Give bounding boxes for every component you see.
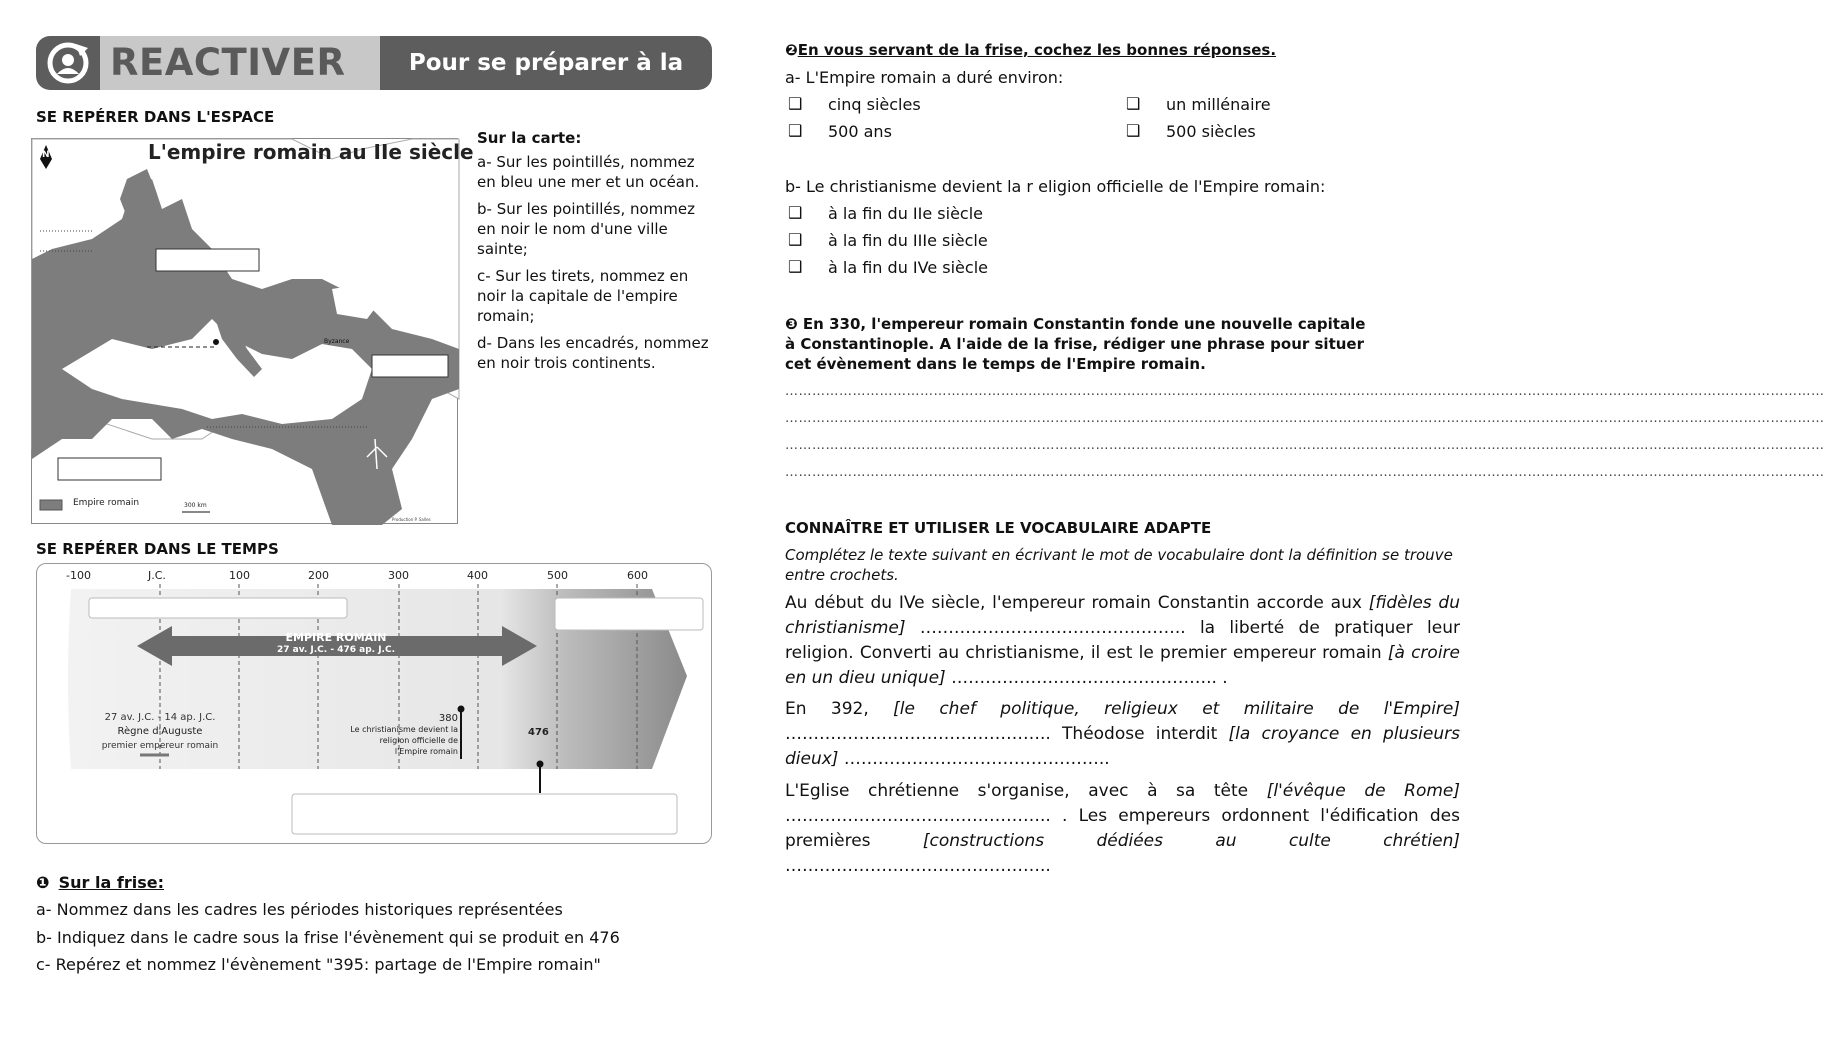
map-legend-label: Empire romain (73, 498, 140, 508)
vocab-paragraph-1 (785, 591, 1460, 691)
q2-title-text: En vous servant de la frise, cochez les bonnes réponses. (797, 41, 1277, 59)
checkbox[interactable]: ❑ (1126, 121, 1141, 140)
q1-number: ❶ (36, 873, 50, 892)
q2-title (785, 40, 1276, 59)
para-blank[interactable]: ……………………………………….. (785, 856, 1051, 876)
tick-label: J.C. (148, 569, 166, 582)
checkbox[interactable]: ❑ (788, 94, 803, 113)
para-definition: [à croire en un dieu unique] (785, 643, 1460, 688)
para-blank[interactable]: ……………………………………….. . (945, 668, 1228, 688)
auguste-reign: Règne d'Auguste (117, 726, 203, 737)
para-definition: [constructions dédiées au culte chrétien] (922, 831, 1460, 851)
empire-arrow-label (236, 632, 436, 656)
event-380-line3: l'Empire romain (394, 747, 458, 756)
north-arrow-icon: N (42, 150, 50, 160)
vocab-paragraph-2 (785, 697, 1460, 772)
tick-label: 600 (627, 569, 648, 582)
map-instructions-title: Sur la carte: (477, 129, 582, 147)
checkbox[interactable]: ❑ (788, 257, 803, 276)
auguste-block (90, 711, 230, 753)
answer-line[interactable]: …………………………………………………………………………………………………………………………………………………………………………………………………………… (785, 438, 1825, 453)
vocab-instruction: Complétez le texte suivant en écrivant le mot de vocabulaire dont la définition se trouve entre crochets. (785, 546, 1453, 584)
tick-label: 500 (547, 569, 568, 582)
checkbox[interactable]: ❑ (788, 203, 803, 222)
para-text: Au début du IVe siècle, l'empereur romain Constantin accorde aux (785, 593, 1369, 613)
reactivate-logo-icon (36, 36, 100, 90)
para-definition: [le chef politique, religieux et militaire de l'Empire] (893, 699, 1460, 719)
q2-b-option: à la fin du IIe siècle (828, 204, 983, 223)
checkbox[interactable]: ❑ (788, 121, 803, 140)
q2-b-option: à la fin du IVe siècle (828, 258, 988, 277)
q1-a: a- Nommez dans les cadres les périodes historiques représentées (36, 900, 563, 919)
checkbox[interactable]: ❑ (1126, 94, 1141, 113)
instruction-c: c- Sur les tirets, nommez en noir la capitale de l'empire romain; (477, 267, 689, 325)
tick-label: 200 (308, 569, 329, 582)
answer-line[interactable]: …………………………………………………………………………………………………………………………………………………………………………………………………………… (785, 384, 1825, 399)
header-word: REACTIVER (100, 36, 380, 90)
q3-text: ❸ En 330, l'empereur romain Constantin fonde une nouvelle capitale à Constantinople. A l'aide de la frise, rédiger une phrase pour situer cet évènement dans le temps de l'Empire romain. (785, 315, 1366, 373)
map-title: L'empire romain au IIe siècle (148, 140, 474, 164)
event-380-year: 380 (438, 713, 458, 724)
instruction-d: d- Dans les encadrés, nommez en noir trois continents. (477, 334, 709, 372)
para-blank[interactable]: ……………………………………….. (838, 749, 1110, 769)
space-heading: SE REPÉRER DANS L'ESPACE (36, 108, 275, 126)
para-definition: [l'évêque de Rome] (1266, 781, 1460, 801)
checkbox[interactable]: ❑ (788, 230, 803, 249)
q2-a-question: a- L'Empire romain a duré environ: (785, 68, 1064, 87)
tick-label: 300 (388, 569, 409, 582)
instruction-a: a- Sur les pointillés, nommez en bleu une mer et un océan. (477, 153, 700, 191)
auguste-dates: 27 av. J.C. - 14 ap. J.C. (104, 712, 216, 723)
tick-label: 100 (229, 569, 250, 582)
event-380-block (332, 713, 458, 757)
event-380-line2: religion officielle de (379, 736, 458, 745)
map-label-byzance: Byzance (324, 338, 350, 345)
q2-a-option: 500 ans (828, 122, 892, 141)
q1-b: b- Indiquez dans le cadre sous la frise l'évènement qui se produit en 476 (36, 928, 620, 947)
q1-title (36, 873, 164, 892)
instruction-b: b- Sur les pointillés, nommez en noir le nom d'une ville sainte; (477, 200, 695, 258)
map-scale: 300 km (184, 502, 207, 509)
roman-empire-map (31, 138, 458, 524)
q1-title-text: Sur la frise: (58, 873, 164, 892)
vocab-paragraph-3 (785, 779, 1460, 879)
para-definition: [fidèles du christianisme] (785, 593, 1460, 638)
para-text: ……………………………………….. Théodose interdit (785, 724, 1229, 744)
timeline (36, 563, 712, 844)
empire-dates: 27 av. J.C. - 476 ap. J.C. (277, 645, 395, 655)
answer-line[interactable]: …………………………………………………………………………………………………………………………………………………………………………………………………………… (785, 411, 1825, 426)
q2-a-option: cinq siècles (828, 95, 921, 114)
vocab-heading: CONNAÎTRE ET UTILISER LE VOCABULAIRE ADAPTE (785, 519, 1212, 537)
q2-a-option: 500 siècles (1166, 122, 1256, 141)
map-instructions (477, 128, 712, 373)
header-subtitle: Pour se préparer à la leçon (408, 50, 684, 130)
q1-c: c- Repérez et nommez l'évènement "395: partage de l'Empire romain" (36, 955, 601, 974)
answer-line[interactable]: …………………………………………………………………………………………………………………………………………………………………………………………………………… (785, 465, 1825, 480)
para-text: ……………………………………….. . Les empereurs ordonnent l'édification des premières (785, 806, 1460, 851)
map-credit: Production P. Salles (392, 517, 431, 522)
event-380-line1: Le christianisme devient la (350, 725, 458, 734)
q2-b-option: à la fin du IIIe siècle (828, 231, 988, 250)
para-text: ……………………………………….. la liberté de pratiquer leur religion. Converti au christianisme, il est le premier empereur romain (785, 618, 1460, 663)
tick-label: 400 (467, 569, 488, 582)
para-text: L'Eglise chrétienne s'organise, avec à sa tête (785, 781, 1267, 801)
event-476-year: 476 (528, 727, 549, 738)
q2-number: ❷ (785, 41, 798, 59)
tick-label: -100 (66, 569, 91, 582)
q2-b-question: b- Le christianisme devient la r eligion officielle de l'Empire romain: (785, 177, 1326, 196)
para-text: En 392, (785, 699, 894, 719)
q2-a-option: un millénaire (1166, 95, 1271, 114)
empire-label: EMPIRE ROMAIN (285, 631, 387, 644)
auguste-note: premier empereur romain (101, 741, 219, 751)
para-definition: [la croyance en plusieurs dieux] (785, 724, 1460, 769)
time-heading: SE REPÉRER DANS LE TEMPS (36, 540, 279, 558)
